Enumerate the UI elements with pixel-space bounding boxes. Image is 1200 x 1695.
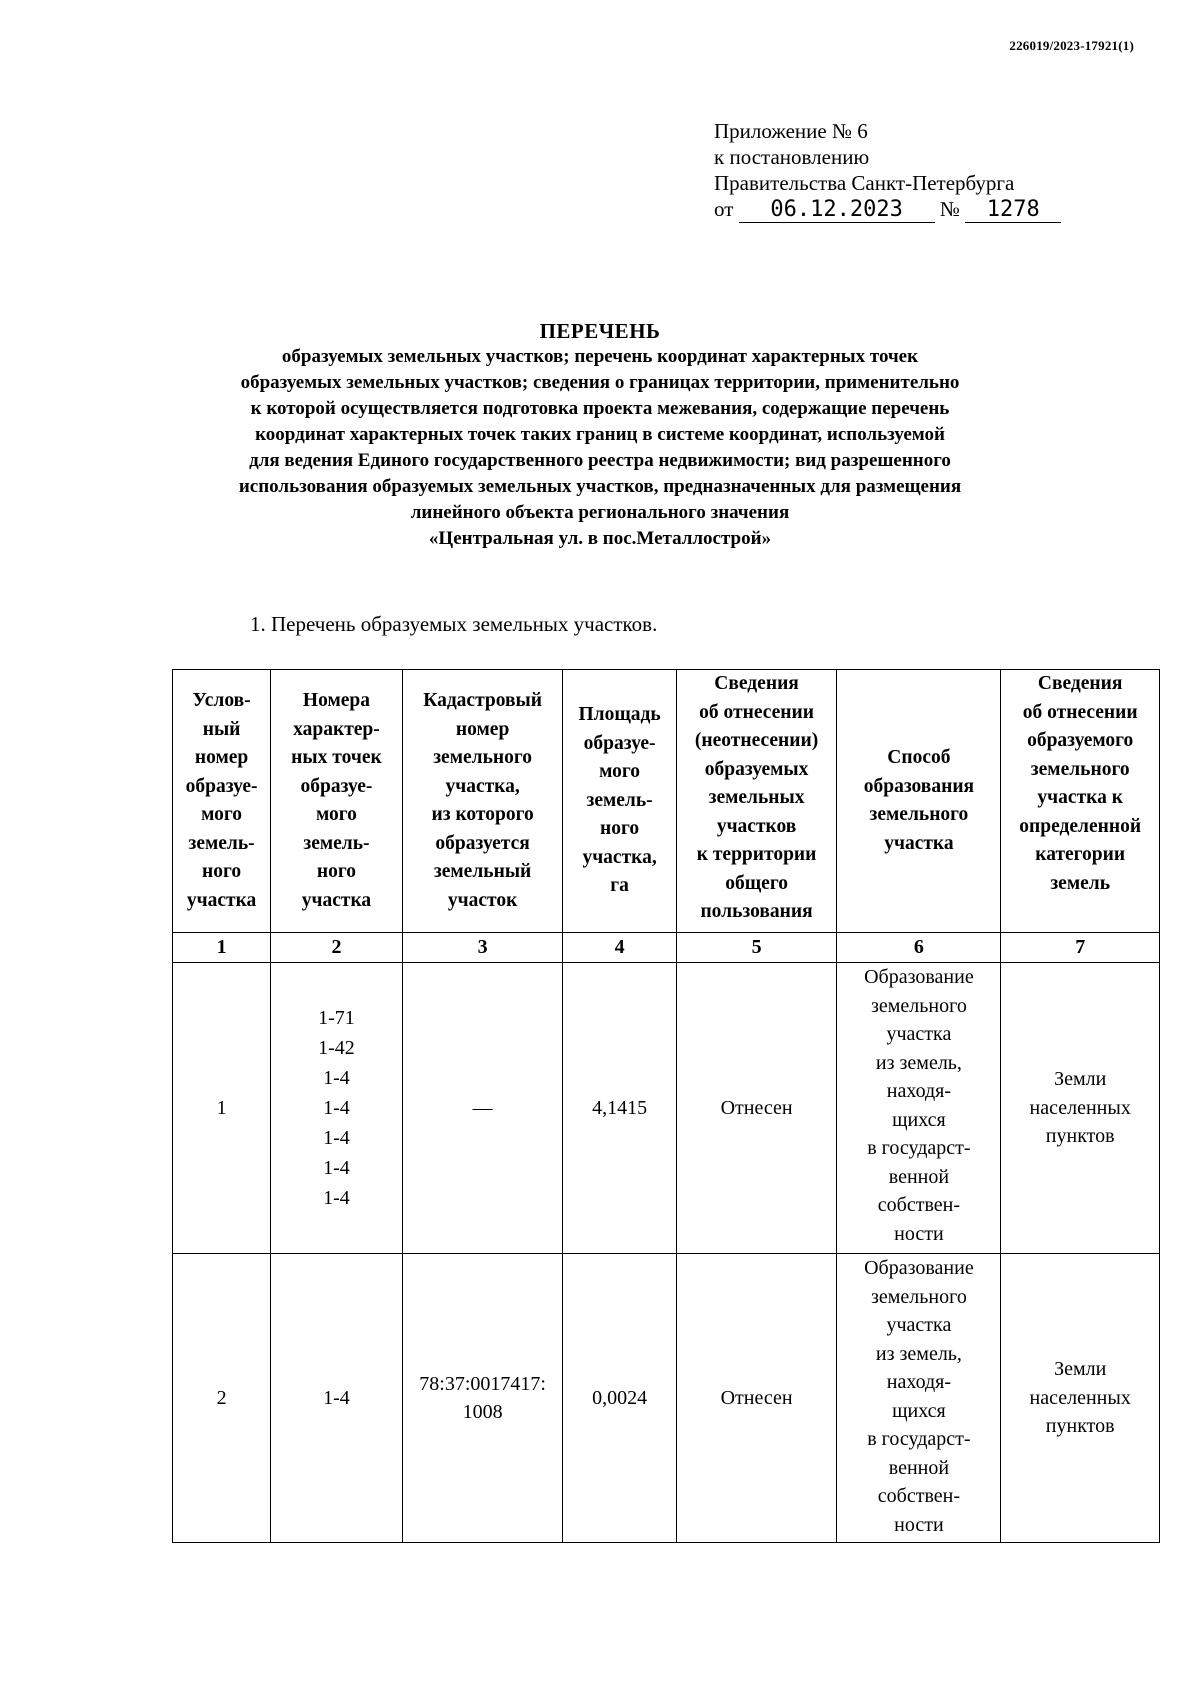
header-points: Номера характер- ных точек образуе- мого земель- ного участка [271,670,403,933]
column-number: 5 [676,933,837,963]
header-cadastral: Кадастровый номер земельного участка, из которого образуется земельный участок [402,670,563,933]
document-number: 226019/2023-17921(1) [1009,38,1134,53]
column-number: 3 [402,933,563,963]
cell-public-use: Отнесен [676,1254,837,1543]
column-number: 6 [837,933,1001,963]
appendix-block [714,118,1061,223]
land-plots-table [172,669,1160,1543]
table-row [173,1254,1160,1543]
page-subtitle: образуемых земельных участков; перечень координат характерных точек образуемых земельных участков; сведения о границах территории, применительно к которой осуществляется подготовка проекта межевания, содержащие перечень координат характерных точек таких границ в системе координат, используемой для ведения Единого государственного реестра недвижимости; вид разрешенного использования образуемых земельных участков, предназначенных для размещения линейного объекта регионального значения «Центральная ул. в пос.Металлострой» [238,346,962,549]
section-title: 1. Перечень образуемых земельных участков. [250,612,658,636]
appendix-line-1: Приложение № 6 [714,119,868,143]
cell-area: 0,0024 [563,1254,676,1543]
header-public-use: Сведения об отнесении (неотнесении) образуемых земельных участков к территории общего пользования [676,670,837,933]
page-title: ПЕРЕЧЕНЬ [539,319,661,343]
column-number: 2 [271,933,403,963]
column-number: 1 [173,933,271,963]
column-number-row [173,933,1160,963]
header-plot-number: Услов- ный номер образуе- мого земель- ного участка [173,670,271,933]
column-number: 7 [1001,933,1160,963]
cell-cadastral: — [402,963,563,1254]
table-header-row [173,670,1160,933]
from-label: от [714,197,734,221]
appendix-date-line [714,196,1061,223]
cell-points: 1-71 1-42 1-4 1-4 1-4 1-4 1-4 [271,963,403,1254]
column-number: 4 [563,933,676,963]
cell-category: Земли населенных пунктов [1001,1254,1160,1543]
resolution-date: 06.12.2023 [739,198,935,223]
header-method: Способ образования земельного участка [837,670,1001,933]
header-area: Площадь образуе- мого земель- ного участка, га [563,670,676,933]
cell-area: 4,1415 [563,963,676,1254]
table-row [173,963,1160,1254]
cell-category: Земли населенных пунктов [1001,963,1160,1254]
appendix-line-3: Правительства Санкт-Петербурга [714,171,1015,195]
resolution-number: 1278 [965,198,1061,223]
appendix-line-2: к постановлению [714,145,870,169]
header-category: Сведения об отнесении образуемого земельного участка к определенной категории земель [1001,670,1160,933]
number-label: № [939,197,960,221]
title-block [150,318,1050,552]
cell-cadastral: 78:37:0017417: 1008 [402,1254,563,1543]
cell-points: 1-4 [271,1254,403,1543]
cell-method: Образование земельного участка из земель, находя- щихся в государст- венной собствен- ности [837,1254,1001,1543]
cell-method: Образование земельного участка из земель, находя- щихся в государст- венной собствен- ности [837,963,1001,1254]
cell-public-use: Отнесен [676,963,837,1254]
cell-plot-number: 1 [173,963,271,1254]
cell-plot-number: 2 [173,1254,271,1543]
